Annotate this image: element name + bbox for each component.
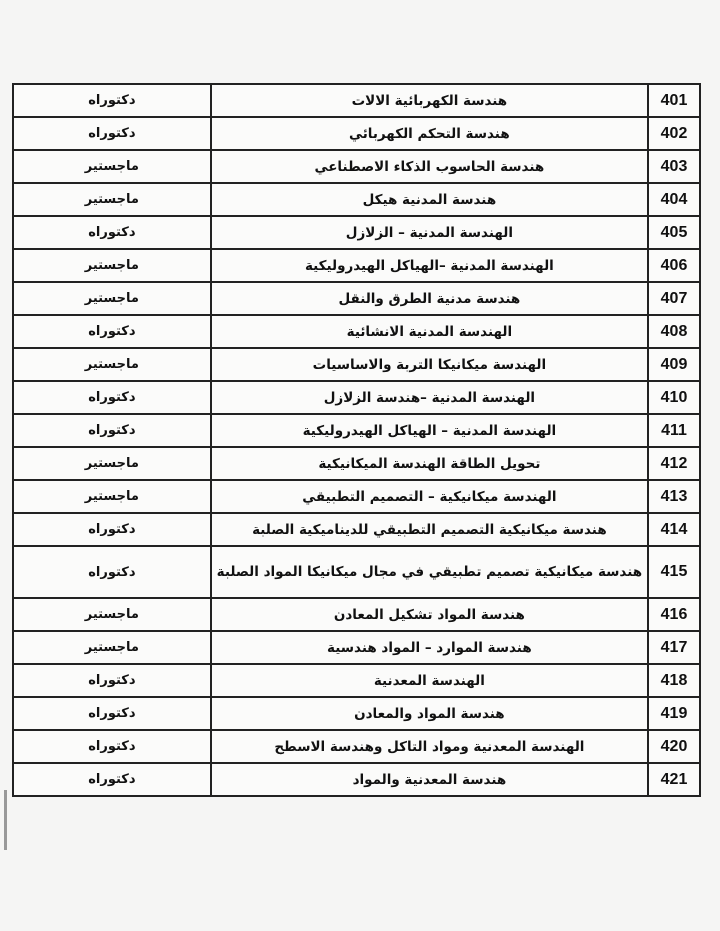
degree-cell: ماجستير <box>13 598 211 631</box>
number-cell: 421 <box>648 763 700 796</box>
number-cell: 420 <box>648 730 700 763</box>
specialization-cell: هندسة المدنية هيكل <box>211 183 648 216</box>
table-row <box>13 117 700 150</box>
table-row <box>13 631 700 664</box>
specialization-cell: هندسة ميكانيكية التصميم التطبيقي للديناميكية الصلبة <box>211 513 648 546</box>
degree-cell: دكتوراه <box>13 315 211 348</box>
specializations-table <box>12 83 701 797</box>
table-row <box>13 348 700 381</box>
degree-cell: ماجستير <box>13 150 211 183</box>
specialization-cell: هندسة ميكانيكية تصميم تطبيقي في مجال ميكانيكا المواد الصلبة <box>211 546 648 598</box>
specialization-cell: الهندسة المدنية الانشائية <box>211 315 648 348</box>
number-cell: 417 <box>648 631 700 664</box>
number-cell: 415 <box>648 546 700 598</box>
degree-cell: دكتوراه <box>13 730 211 763</box>
table-row <box>13 763 700 796</box>
number-cell: 404 <box>648 183 700 216</box>
table-row <box>13 315 700 348</box>
specialization-cell: هندسة مدنية الطرق والنقل <box>211 282 648 315</box>
specialization-cell: الهندسة المدنية –الهياكل الهيدروليكية <box>211 249 648 282</box>
specialization-cell: الهندسة المدنية – الزلازل <box>211 216 648 249</box>
number-cell: 411 <box>648 414 700 447</box>
table-row <box>13 282 700 315</box>
number-cell: 403 <box>648 150 700 183</box>
specialization-cell: الهندسة المعدنية <box>211 664 648 697</box>
table-row <box>13 216 700 249</box>
table-row <box>13 697 700 730</box>
number-cell: 414 <box>648 513 700 546</box>
scrollbar[interactable] <box>4 790 7 850</box>
degree-cell: ماجستير <box>13 249 211 282</box>
specialization-cell: هندسة المعدنية والمواد <box>211 763 648 796</box>
degree-cell: دكتوراه <box>13 664 211 697</box>
number-cell: 416 <box>648 598 700 631</box>
specialization-cell: هندسة الكهربائية الالات <box>211 84 648 117</box>
degree-cell: دكتوراه <box>13 513 211 546</box>
number-cell: 413 <box>648 480 700 513</box>
degree-cell: ماجستير <box>13 348 211 381</box>
table-row <box>13 513 700 546</box>
specialization-cell: هندسة التحكم الكهربائي <box>211 117 648 150</box>
specialization-cell: الهندسة المدنية –هندسة الزلازل <box>211 381 648 414</box>
table-row <box>13 381 700 414</box>
number-cell: 418 <box>648 664 700 697</box>
degree-cell: ماجستير <box>13 480 211 513</box>
specialization-cell: هندسة المواد والمعادن <box>211 697 648 730</box>
number-cell: 401 <box>648 84 700 117</box>
number-cell: 410 <box>648 381 700 414</box>
number-cell: 419 <box>648 697 700 730</box>
number-cell: 407 <box>648 282 700 315</box>
specialization-cell: الهندسة المدنية – الهياكل الهيدروليكية <box>211 414 648 447</box>
number-cell: 402 <box>648 117 700 150</box>
table-row <box>13 598 700 631</box>
table-row <box>13 447 700 480</box>
table-row <box>13 414 700 447</box>
degree-cell: ماجستير <box>13 447 211 480</box>
number-cell: 409 <box>648 348 700 381</box>
table-row <box>13 150 700 183</box>
degree-cell: دكتوراه <box>13 117 211 150</box>
specialization-cell: الهندسة ميكانيكية – التصميم التطبيقي <box>211 480 648 513</box>
number-cell: 406 <box>648 249 700 282</box>
degree-cell: دكتوراه <box>13 381 211 414</box>
table-row <box>13 183 700 216</box>
degree-cell: دكتوراه <box>13 697 211 730</box>
specialization-cell: هندسة المواد تشكيل المعادن <box>211 598 648 631</box>
degree-cell: دكتوراه <box>13 546 211 598</box>
table-row <box>13 249 700 282</box>
number-cell: 408 <box>648 315 700 348</box>
specialization-cell: هندسة الموارد – المواد هندسية <box>211 631 648 664</box>
degree-cell: دكتوراه <box>13 414 211 447</box>
specialization-cell: هندسة الحاسوب الذكاء الاصطناعي <box>211 150 648 183</box>
table-row <box>13 664 700 697</box>
table-row <box>13 84 700 117</box>
specialization-cell: الهندسة المعدنية ومواد التاكل وهندسة الاسطح <box>211 730 648 763</box>
table-row <box>13 730 700 763</box>
table-row <box>13 546 700 598</box>
degree-cell: دكتوراه <box>13 763 211 796</box>
number-cell: 412 <box>648 447 700 480</box>
degree-cell: ماجستير <box>13 183 211 216</box>
specialization-cell: الهندسة ميكانيكا التربة والاساسيات <box>211 348 648 381</box>
number-cell: 405 <box>648 216 700 249</box>
degree-cell: ماجستير <box>13 282 211 315</box>
specialization-cell: تحويل الطاقة الهندسة الميكانيكية <box>211 447 648 480</box>
degree-cell: دكتوراه <box>13 216 211 249</box>
degree-cell: دكتوراه <box>13 84 211 117</box>
table-row <box>13 480 700 513</box>
degree-cell: ماجستير <box>13 631 211 664</box>
